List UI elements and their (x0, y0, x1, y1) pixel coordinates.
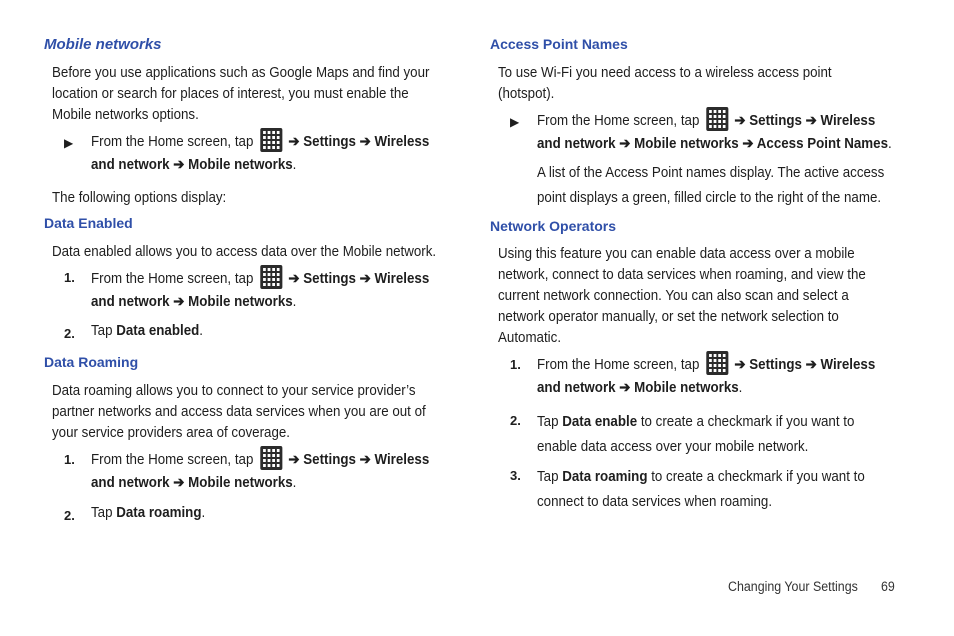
intro-line: Mobile networks options. (52, 107, 199, 123)
apn-step-line2 (537, 136, 892, 152)
step-settings-path: ➔ Settings ➔ Wireless (288, 452, 430, 468)
intro-line: Using this feature you can enable data access over a mobile (498, 246, 855, 262)
apps-grid-icon (260, 446, 282, 470)
intro-line: Automatic. (498, 330, 562, 346)
intro-line: (hotspot). (498, 86, 555, 102)
apps-grid-icon (706, 351, 728, 375)
step-text: to create a checkmark if you want to (640, 414, 855, 430)
note-line: A list of the Access Point names display. The active access (537, 165, 885, 181)
data-enabled-step2 (91, 323, 203, 339)
apn-intro (498, 63, 832, 105)
period: . (292, 475, 297, 491)
data-roaming-step1-line1 (91, 446, 429, 470)
data-roaming-heading: Data Roaming (44, 354, 139, 370)
step-settings-path: ➔ Settings ➔ Wireless (734, 357, 876, 373)
step-text: From the Home screen, tap (91, 134, 254, 150)
step-number: 2. (64, 326, 75, 341)
intro-line: your service providers area of coverage. (52, 425, 291, 441)
apn-note (537, 161, 884, 211)
step-text: Tap (91, 505, 113, 521)
period: . (292, 157, 297, 173)
step-text: From the Home screen, tap (91, 452, 254, 468)
access-point-names-heading: Access Point Names (490, 36, 628, 52)
step-text: Tap (537, 414, 559, 430)
footer-section-title: Changing Your Settings (728, 579, 858, 594)
apps-grid-icon (260, 128, 282, 152)
apps-grid-icon (706, 107, 728, 131)
bullet-icon: ▶ (510, 115, 520, 129)
step2-line1 (537, 410, 854, 435)
network-operators-heading: Network Operators (490, 218, 617, 234)
period: . (888, 136, 892, 152)
intro-line: Before you use applications such as Google Maps and find your (52, 65, 430, 81)
network-operators-step3 (537, 465, 865, 515)
data-enabled-intro: Data enabled allows you to access data over the Mobile network. (52, 244, 437, 260)
network-operators-step2 (537, 410, 854, 460)
step-settings-path: ➔ Settings ➔ Wireless (734, 113, 876, 129)
step-option: Data enabled (116, 323, 200, 339)
bullet-icon: ▶ (64, 136, 74, 150)
data-roaming-step1-line2 (91, 475, 296, 491)
step-text: Tap (537, 469, 559, 485)
intro-line: network, connect to data services when roaming, and view the (498, 267, 866, 283)
apn-step-line1 (537, 107, 875, 131)
step-path: and network ➔ Mobile networks (537, 380, 739, 396)
step-number: 1. (510, 357, 521, 372)
network-operators-step1-line2 (537, 380, 742, 396)
step2-line2: enable data access over your mobile network. (537, 439, 809, 455)
period: . (292, 294, 297, 310)
mobile-networks-heading: Mobile networks (44, 36, 162, 53)
step-path: and network ➔ Mobile networks (91, 157, 293, 173)
step-option: Data roaming (116, 505, 202, 521)
period: . (199, 323, 203, 339)
step-text: to create a checkmark if you want to (651, 469, 865, 485)
step-number: 3. (510, 468, 521, 483)
step-text: Tap (91, 323, 113, 339)
apps-grid-icon (260, 265, 282, 289)
data-enabled-heading: Data Enabled (44, 215, 133, 231)
intro-line: network operator manually, or set the network selection to (498, 309, 839, 325)
note-line: point displays a green, filled circle to the right of the name. (537, 190, 882, 206)
footer-page-number: 69 (881, 579, 895, 594)
step-settings-path: ➔ Settings ➔ Wireless (288, 271, 430, 287)
following-options-text: The following options display: (52, 190, 227, 206)
step-option: Data roaming (562, 469, 648, 485)
mobile-networks-step-line1 (91, 128, 429, 152)
intro-line: current network connection. You can also scan and select a (498, 288, 849, 304)
step-path: and network ➔ Mobile networks (91, 294, 293, 310)
network-operators-intro (498, 244, 866, 349)
step-path: and network ➔ Mobile networks ➔ Access Point Names (537, 136, 889, 152)
data-roaming-step2 (91, 505, 205, 521)
period: . (201, 505, 206, 521)
data-enabled-step1-line1 (91, 265, 429, 289)
step-text: From the Home screen, tap (537, 357, 700, 373)
mobile-networks-step-line2 (91, 157, 296, 173)
step3-line1 (537, 465, 865, 490)
period: . (738, 380, 743, 396)
mobile-networks-intro (52, 63, 429, 126)
intro-line: To use Wi-Fi you need access to a wireless access point (498, 65, 832, 81)
step-number: 1. (64, 270, 75, 285)
step-text: From the Home screen, tap (91, 271, 254, 287)
step-number: 2. (64, 508, 75, 523)
intro-line: partner networks and access data services when you are out of (52, 404, 426, 420)
data-enabled-step1-line2 (91, 294, 296, 310)
step-text: From the Home screen, tap (537, 113, 700, 129)
step-settings-path: ➔ Settings ➔ Wireless (288, 134, 430, 150)
step-number: 2. (510, 413, 521, 428)
step-number: 1. (64, 452, 75, 467)
step-option: Data enable (562, 414, 638, 430)
step-path: and network ➔ Mobile networks (91, 475, 293, 491)
step3-line2: connect to data services when roaming. (537, 494, 773, 510)
intro-line: location or search for places of interest, you must enable the (52, 86, 409, 102)
network-operators-step1-line1 (537, 351, 875, 375)
data-roaming-intro (52, 381, 426, 444)
intro-line: Data roaming allows you to connect to your service provider’s (52, 383, 416, 399)
